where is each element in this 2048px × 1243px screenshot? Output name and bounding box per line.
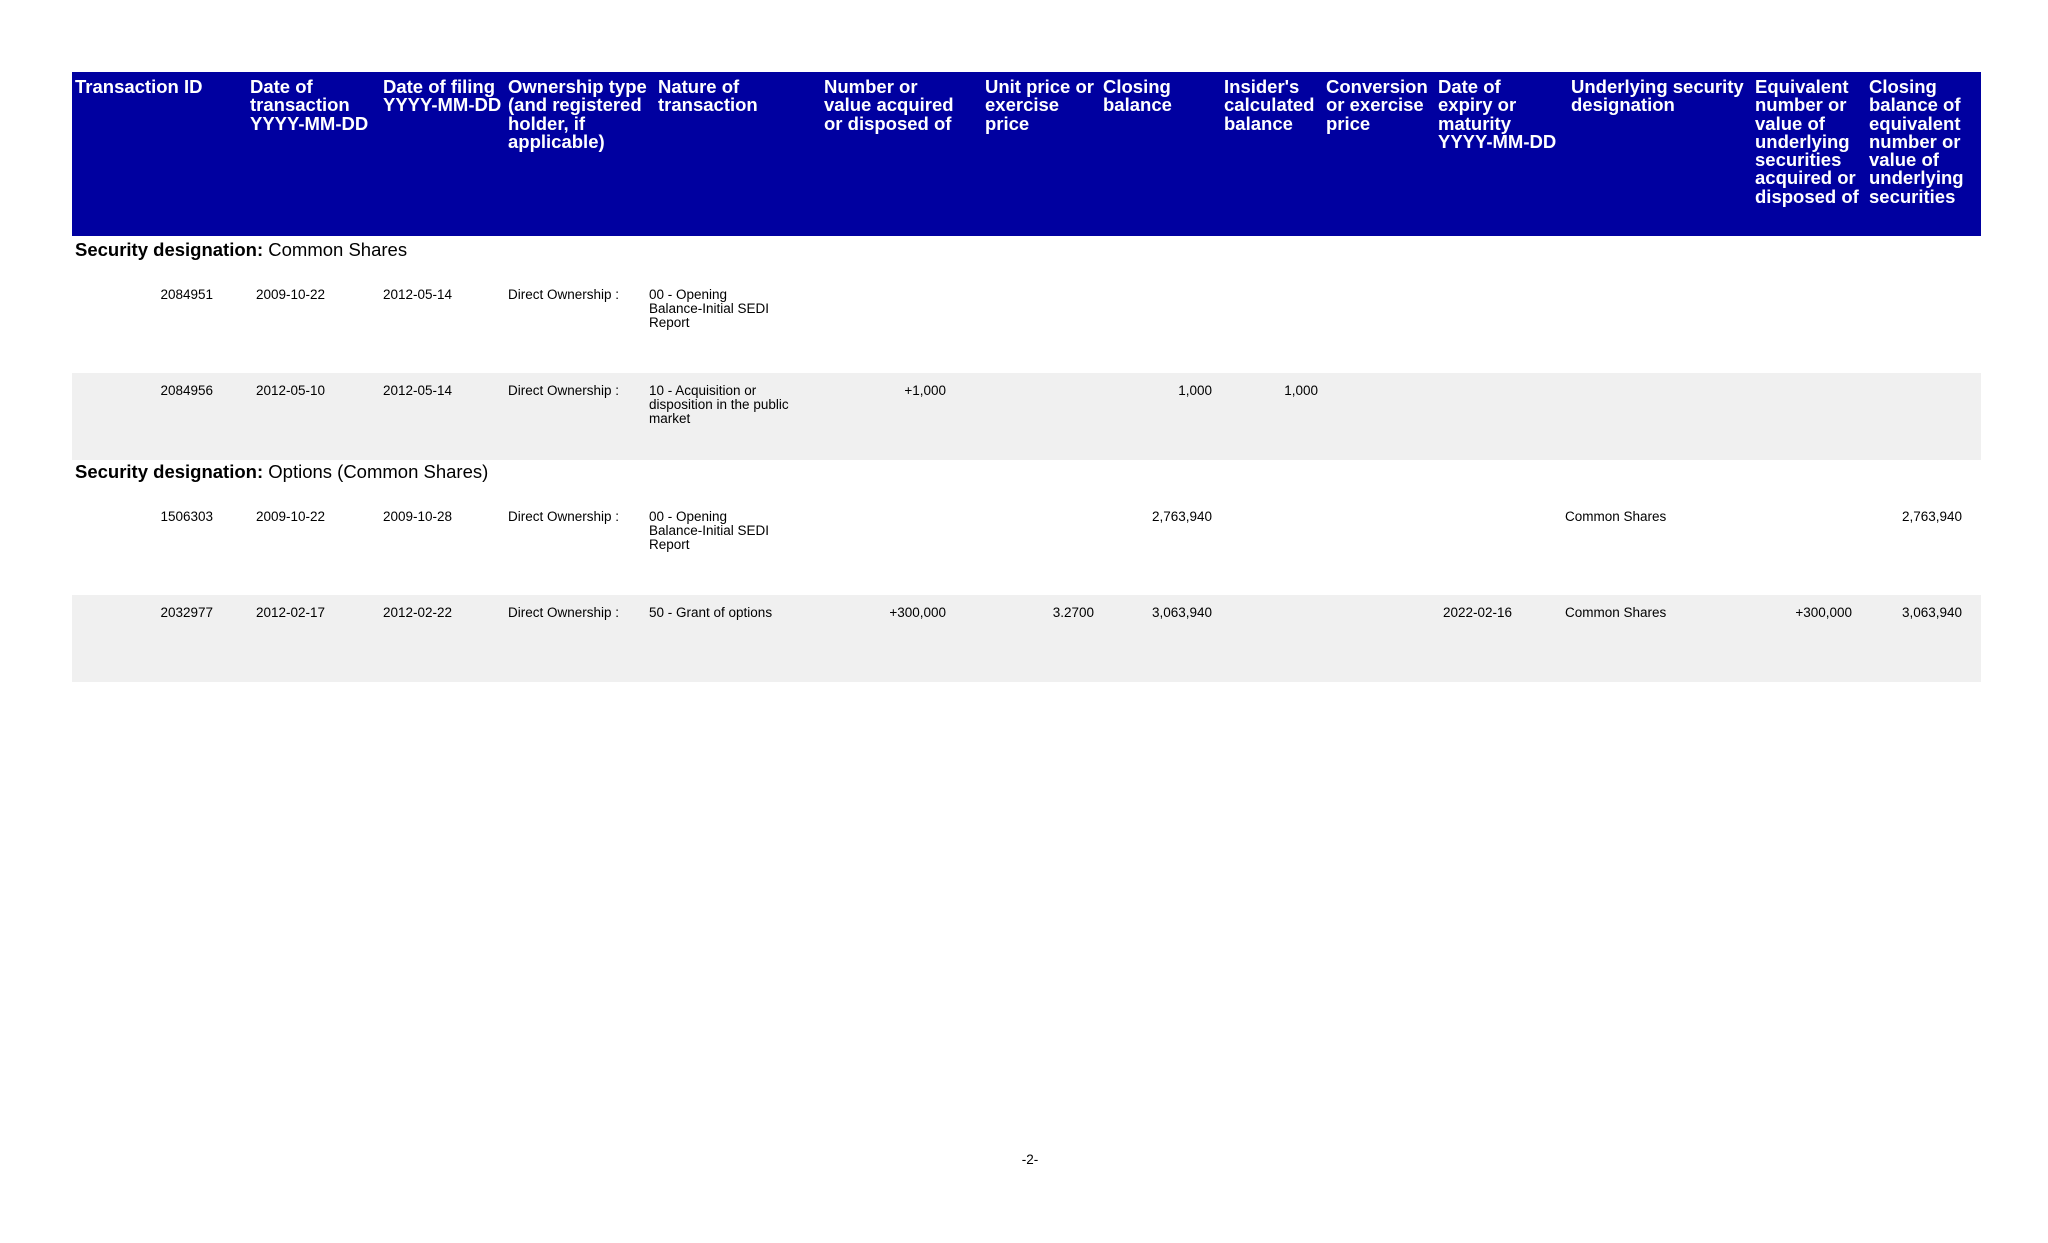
transaction-date: 2012-02-17 [256, 605, 326, 620]
header-equivalent-number: Equivalent number or value of underlying securities acquired or disposed of [1755, 76, 1859, 207]
header-closing-balance-equivalent: Closing balance of equivalent number or value of underlying securities [1869, 76, 1964, 207]
security-designation-label: Security designation: [75, 239, 264, 260]
date-of-expiry: 2022-02-16 [1442, 605, 1512, 620]
ownership-type: Direct Ownership : [508, 287, 620, 302]
closing-balance: 2,763,940 [1151, 509, 1212, 524]
table-row [72, 499, 1981, 586]
security-designation-label: Security designation: [75, 461, 264, 482]
table-header [72, 72, 1981, 236]
ownership-type: Direct Ownership : [508, 605, 620, 620]
security-designation [75, 239, 407, 261]
equivalent-number: +300,000 [1795, 605, 1852, 620]
closing-balance-equivalent: 3,063,940 [1901, 605, 1962, 620]
number-acquired-disposed: +300,000 [889, 605, 946, 620]
insider-calculated-balance: 1,000 [1284, 383, 1318, 398]
header-conversion-price: Conversion or exercise price [1326, 76, 1428, 134]
transaction-id: 2084951 [160, 287, 213, 302]
number-acquired-disposed: +1,000 [904, 383, 946, 398]
transaction-id: 2032977 [160, 605, 213, 620]
nature-of-transaction: 10 - Acquisition or disposition in the public market [649, 383, 789, 426]
closing-balance: 3,063,940 [1151, 605, 1212, 620]
header-unit-price: Unit price or exercise price [985, 76, 1094, 134]
nature-of-transaction: 00 - Opening Balance-Initial SEDI Report [649, 509, 770, 552]
header-transaction-id: Transaction ID [75, 76, 203, 97]
table-row [72, 595, 1981, 682]
nature-of-transaction: 00 - Opening Balance-Initial SEDI Report [649, 287, 770, 330]
header-insider-calculated-balance: Insider's calculated balance [1224, 76, 1315, 134]
header-date-of-filing: Date of filing YYYY-MM-DD [383, 76, 502, 116]
table-row [72, 373, 1981, 460]
header-closing-balance: Closing balance [1103, 76, 1172, 116]
ownership-type: Direct Ownership : [508, 509, 620, 524]
unit-price: 3.2700 [1052, 605, 1094, 620]
transaction-id: 2084956 [160, 383, 213, 398]
table-row [72, 277, 1981, 364]
underlying-security: Common Shares [1565, 509, 1667, 524]
header-nature-of-transaction: Nature of transaction [658, 76, 758, 116]
header-date-of-expiry: Date of expiry or maturity YYYY-MM-DD [1438, 76, 1557, 152]
filing-date: 2012-05-14 [383, 383, 453, 398]
security-designation-value: Options (Common Shares) [268, 461, 489, 482]
closing-balance: 1,000 [1178, 383, 1212, 398]
filing-date: 2012-02-22 [383, 605, 453, 620]
transaction-date: 2009-10-22 [256, 287, 326, 302]
transaction-date: 2012-05-10 [256, 383, 326, 398]
header-date-of-transaction: Date of transaction YYYY-MM-DD [250, 76, 369, 134]
transaction-id: 1506303 [160, 509, 213, 524]
nature-of-transaction: 50 - Grant of options [649, 605, 773, 620]
header-number-acquired-disposed: Number or value acquired or disposed of [824, 76, 954, 134]
closing-balance-equivalent: 2,763,940 [1901, 509, 1962, 524]
header-underlying-security: Underlying security designation [1571, 76, 1744, 116]
security-designation [75, 461, 488, 483]
ownership-type: Direct Ownership : [508, 383, 620, 398]
filing-date: 2009-10-28 [383, 509, 453, 524]
header-ownership-type: Ownership type (and registered holder, if applicable) [508, 76, 647, 152]
security-designation-value: Common Shares [268, 239, 408, 260]
transaction-date: 2009-10-22 [256, 509, 326, 524]
page-number: -2- [1021, 1152, 1039, 1167]
underlying-security: Common Shares [1565, 605, 1667, 620]
filing-date: 2012-05-14 [383, 287, 453, 302]
